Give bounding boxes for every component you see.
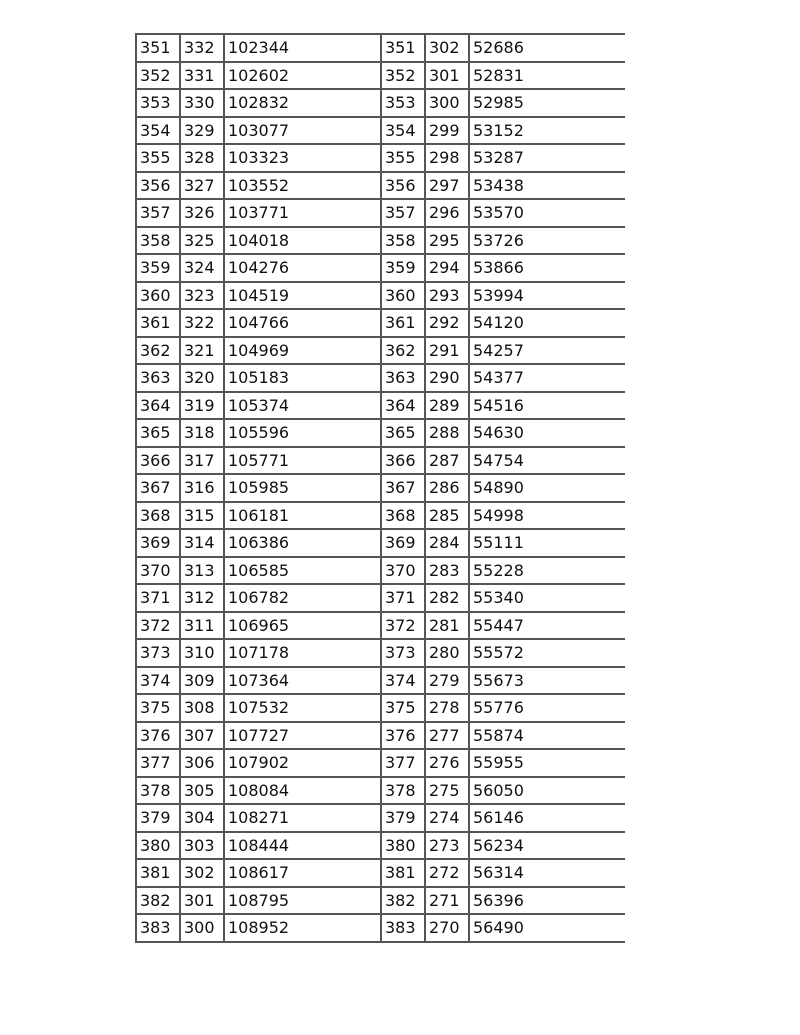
left-rank-cell: 382 [136, 887, 180, 915]
left-score-cell: 306 [180, 749, 224, 777]
left-rank-cell: 374 [136, 667, 180, 695]
table-row [136, 337, 625, 365]
right-rank-cell: 363 [381, 364, 425, 392]
right-score-cell: 283 [425, 557, 469, 585]
table-row [136, 172, 625, 200]
right-cumulative-cell: 54377 [469, 364, 625, 392]
right-rank-cell: 377 [381, 749, 425, 777]
left-cumulative-cell: 106585 [224, 557, 381, 585]
left-rank-cell: 370 [136, 557, 180, 585]
right-cumulative-cell: 52985 [469, 89, 625, 117]
table-row [136, 474, 625, 502]
right-score-cell: 273 [425, 832, 469, 860]
right-rank-cell: 360 [381, 282, 425, 310]
right-cumulative-cell: 56050 [469, 777, 625, 805]
table-row [136, 887, 625, 915]
right-score-cell: 299 [425, 117, 469, 145]
left-rank-cell: 364 [136, 392, 180, 420]
right-cumulative-cell: 53726 [469, 227, 625, 255]
left-score-cell: 331 [180, 62, 224, 90]
right-rank-cell: 378 [381, 777, 425, 805]
left-score-cell: 315 [180, 502, 224, 530]
left-cumulative-cell: 105985 [224, 474, 381, 502]
left-score-cell: 329 [180, 117, 224, 145]
right-rank-cell: 372 [381, 612, 425, 640]
right-score-cell: 276 [425, 749, 469, 777]
right-score-cell: 285 [425, 502, 469, 530]
right-score-cell: 281 [425, 612, 469, 640]
right-score-cell: 289 [425, 392, 469, 420]
left-cumulative-cell: 107902 [224, 749, 381, 777]
right-score-cell: 288 [425, 419, 469, 447]
right-cumulative-cell: 54516 [469, 392, 625, 420]
table-row [136, 144, 625, 172]
right-cumulative-cell: 55572 [469, 639, 625, 667]
left-rank-cell: 355 [136, 144, 180, 172]
right-rank-cell: 382 [381, 887, 425, 915]
table-row [136, 777, 625, 805]
left-rank-cell: 380 [136, 832, 180, 860]
table-row [136, 612, 625, 640]
left-score-cell: 300 [180, 914, 224, 942]
left-score-cell: 330 [180, 89, 224, 117]
right-rank-cell: 379 [381, 804, 425, 832]
right-score-cell: 277 [425, 722, 469, 750]
right-rank-cell: 376 [381, 722, 425, 750]
right-cumulative-cell: 56396 [469, 887, 625, 915]
left-score-cell: 327 [180, 172, 224, 200]
right-rank-cell: 373 [381, 639, 425, 667]
table-row [136, 749, 625, 777]
left-rank-cell: 362 [136, 337, 180, 365]
left-rank-cell: 371 [136, 584, 180, 612]
table-row [136, 227, 625, 255]
right-score-cell: 286 [425, 474, 469, 502]
left-score-cell: 311 [180, 612, 224, 640]
left-score-cell: 312 [180, 584, 224, 612]
table-row [136, 529, 625, 557]
left-cumulative-cell: 105596 [224, 419, 381, 447]
right-rank-cell: 370 [381, 557, 425, 585]
left-score-cell: 301 [180, 887, 224, 915]
right-cumulative-cell: 55776 [469, 694, 625, 722]
left-score-cell: 314 [180, 529, 224, 557]
left-score-cell: 321 [180, 337, 224, 365]
left-score-cell: 328 [180, 144, 224, 172]
table-row [136, 694, 625, 722]
right-cumulative-cell: 55874 [469, 722, 625, 750]
left-cumulative-cell: 103552 [224, 172, 381, 200]
left-rank-cell: 368 [136, 502, 180, 530]
right-score-cell: 298 [425, 144, 469, 172]
table-row [136, 199, 625, 227]
table-row [136, 34, 625, 62]
right-score-cell: 287 [425, 447, 469, 475]
left-cumulative-cell: 103323 [224, 144, 381, 172]
left-rank-cell: 377 [136, 749, 180, 777]
left-rank-cell: 375 [136, 694, 180, 722]
right-rank-cell: 353 [381, 89, 425, 117]
left-cumulative-cell: 105183 [224, 364, 381, 392]
right-cumulative-cell: 52686 [469, 34, 625, 62]
table-row [136, 419, 625, 447]
left-score-cell: 320 [180, 364, 224, 392]
left-rank-cell: 367 [136, 474, 180, 502]
left-cumulative-cell: 102344 [224, 34, 381, 62]
right-score-cell: 301 [425, 62, 469, 90]
left-cumulative-cell: 104766 [224, 309, 381, 337]
table-row [136, 832, 625, 860]
right-cumulative-cell: 56146 [469, 804, 625, 832]
left-cumulative-cell: 106782 [224, 584, 381, 612]
right-cumulative-cell: 53866 [469, 254, 625, 282]
right-score-cell: 282 [425, 584, 469, 612]
right-cumulative-cell: 56490 [469, 914, 625, 942]
right-rank-cell: 371 [381, 584, 425, 612]
left-cumulative-cell: 104519 [224, 282, 381, 310]
left-cumulative-cell: 107364 [224, 667, 381, 695]
left-rank-cell: 354 [136, 117, 180, 145]
right-cumulative-cell: 53152 [469, 117, 625, 145]
left-rank-cell: 372 [136, 612, 180, 640]
right-score-cell: 270 [425, 914, 469, 942]
right-cumulative-cell: 55955 [469, 749, 625, 777]
right-rank-cell: 365 [381, 419, 425, 447]
left-rank-cell: 363 [136, 364, 180, 392]
table-body [136, 34, 625, 942]
right-score-cell: 302 [425, 34, 469, 62]
left-rank-cell: 359 [136, 254, 180, 282]
score-table [135, 33, 625, 943]
right-rank-cell: 362 [381, 337, 425, 365]
left-score-cell: 305 [180, 777, 224, 805]
right-score-cell: 275 [425, 777, 469, 805]
table-row [136, 639, 625, 667]
left-cumulative-cell: 107727 [224, 722, 381, 750]
right-cumulative-cell: 54120 [469, 309, 625, 337]
right-score-cell: 297 [425, 172, 469, 200]
left-cumulative-cell: 107178 [224, 639, 381, 667]
table-row [136, 667, 625, 695]
right-rank-cell: 357 [381, 199, 425, 227]
right-score-cell: 278 [425, 694, 469, 722]
left-rank-cell: 352 [136, 62, 180, 90]
table-row [136, 584, 625, 612]
left-cumulative-cell: 105771 [224, 447, 381, 475]
left-rank-cell: 365 [136, 419, 180, 447]
table-row [136, 859, 625, 887]
right-rank-cell: 380 [381, 832, 425, 860]
left-cumulative-cell: 106965 [224, 612, 381, 640]
table-row [136, 914, 625, 942]
right-score-cell: 290 [425, 364, 469, 392]
left-rank-cell: 358 [136, 227, 180, 255]
right-rank-cell: 366 [381, 447, 425, 475]
left-rank-cell: 357 [136, 199, 180, 227]
right-cumulative-cell: 54998 [469, 502, 625, 530]
right-cumulative-cell: 53287 [469, 144, 625, 172]
left-rank-cell: 379 [136, 804, 180, 832]
table-row [136, 502, 625, 530]
right-rank-cell: 374 [381, 667, 425, 695]
right-cumulative-cell: 55228 [469, 557, 625, 585]
left-score-cell: 316 [180, 474, 224, 502]
right-rank-cell: 381 [381, 859, 425, 887]
table-row [136, 89, 625, 117]
table-row [136, 309, 625, 337]
left-rank-cell: 366 [136, 447, 180, 475]
left-score-cell: 323 [180, 282, 224, 310]
left-rank-cell: 353 [136, 89, 180, 117]
right-rank-cell: 352 [381, 62, 425, 90]
table-row [136, 447, 625, 475]
left-cumulative-cell: 108952 [224, 914, 381, 942]
right-rank-cell: 367 [381, 474, 425, 502]
left-score-cell: 325 [180, 227, 224, 255]
left-cumulative-cell: 108617 [224, 859, 381, 887]
right-rank-cell: 368 [381, 502, 425, 530]
table-row [136, 804, 625, 832]
table-row [136, 282, 625, 310]
right-rank-cell: 369 [381, 529, 425, 557]
left-cumulative-cell: 104018 [224, 227, 381, 255]
right-rank-cell: 375 [381, 694, 425, 722]
right-score-cell: 272 [425, 859, 469, 887]
left-score-cell: 317 [180, 447, 224, 475]
right-rank-cell: 364 [381, 392, 425, 420]
left-cumulative-cell: 104969 [224, 337, 381, 365]
left-cumulative-cell: 104276 [224, 254, 381, 282]
right-cumulative-cell: 54890 [469, 474, 625, 502]
right-score-cell: 292 [425, 309, 469, 337]
right-cumulative-cell: 53570 [469, 199, 625, 227]
right-rank-cell: 358 [381, 227, 425, 255]
right-score-cell: 300 [425, 89, 469, 117]
right-rank-cell: 354 [381, 117, 425, 145]
right-cumulative-cell: 55673 [469, 667, 625, 695]
left-score-cell: 302 [180, 859, 224, 887]
left-rank-cell: 361 [136, 309, 180, 337]
right-rank-cell: 361 [381, 309, 425, 337]
left-rank-cell: 383 [136, 914, 180, 942]
table-container [135, 33, 625, 1002]
table-row [136, 364, 625, 392]
right-cumulative-cell: 56234 [469, 832, 625, 860]
left-score-cell: 318 [180, 419, 224, 447]
left-cumulative-cell: 102602 [224, 62, 381, 90]
table-row [136, 117, 625, 145]
left-rank-cell: 378 [136, 777, 180, 805]
right-cumulative-cell: 53994 [469, 282, 625, 310]
right-score-cell: 274 [425, 804, 469, 832]
left-score-cell: 319 [180, 392, 224, 420]
left-score-cell: 307 [180, 722, 224, 750]
left-cumulative-cell: 108271 [224, 804, 381, 832]
right-rank-cell: 355 [381, 144, 425, 172]
right-score-cell: 296 [425, 199, 469, 227]
right-score-cell: 279 [425, 667, 469, 695]
table-row [136, 62, 625, 90]
right-rank-cell: 356 [381, 172, 425, 200]
left-cumulative-cell: 103077 [224, 117, 381, 145]
right-rank-cell: 383 [381, 914, 425, 942]
left-score-cell: 332 [180, 34, 224, 62]
right-score-cell: 293 [425, 282, 469, 310]
left-score-cell: 308 [180, 694, 224, 722]
right-rank-cell: 359 [381, 254, 425, 282]
left-score-cell: 324 [180, 254, 224, 282]
table-row [136, 254, 625, 282]
right-cumulative-cell: 54754 [469, 447, 625, 475]
left-score-cell: 322 [180, 309, 224, 337]
right-cumulative-cell: 55447 [469, 612, 625, 640]
right-score-cell: 271 [425, 887, 469, 915]
left-cumulative-cell: 107532 [224, 694, 381, 722]
table-row [136, 722, 625, 750]
left-cumulative-cell: 106181 [224, 502, 381, 530]
left-rank-cell: 369 [136, 529, 180, 557]
table-row [136, 392, 625, 420]
left-rank-cell: 373 [136, 639, 180, 667]
left-score-cell: 313 [180, 557, 224, 585]
right-score-cell: 280 [425, 639, 469, 667]
right-cumulative-cell: 54257 [469, 337, 625, 365]
left-rank-cell: 356 [136, 172, 180, 200]
left-rank-cell: 360 [136, 282, 180, 310]
right-cumulative-cell: 52831 [469, 62, 625, 90]
right-score-cell: 295 [425, 227, 469, 255]
left-cumulative-cell: 106386 [224, 529, 381, 557]
right-cumulative-cell: 54630 [469, 419, 625, 447]
left-score-cell: 304 [180, 804, 224, 832]
left-score-cell: 303 [180, 832, 224, 860]
right-score-cell: 294 [425, 254, 469, 282]
left-cumulative-cell: 108084 [224, 777, 381, 805]
left-cumulative-cell: 103771 [224, 199, 381, 227]
right-cumulative-cell: 55111 [469, 529, 625, 557]
left-score-cell: 326 [180, 199, 224, 227]
left-cumulative-cell: 108795 [224, 887, 381, 915]
right-rank-cell: 351 [381, 34, 425, 62]
left-score-cell: 310 [180, 639, 224, 667]
right-score-cell: 284 [425, 529, 469, 557]
left-score-cell: 309 [180, 667, 224, 695]
left-rank-cell: 381 [136, 859, 180, 887]
left-rank-cell: 376 [136, 722, 180, 750]
left-rank-cell: 351 [136, 34, 180, 62]
left-cumulative-cell: 105374 [224, 392, 381, 420]
right-cumulative-cell: 56314 [469, 859, 625, 887]
right-cumulative-cell: 53438 [469, 172, 625, 200]
right-cumulative-cell: 55340 [469, 584, 625, 612]
left-cumulative-cell: 108444 [224, 832, 381, 860]
table-row [136, 557, 625, 585]
left-cumulative-cell: 102832 [224, 89, 381, 117]
right-score-cell: 291 [425, 337, 469, 365]
